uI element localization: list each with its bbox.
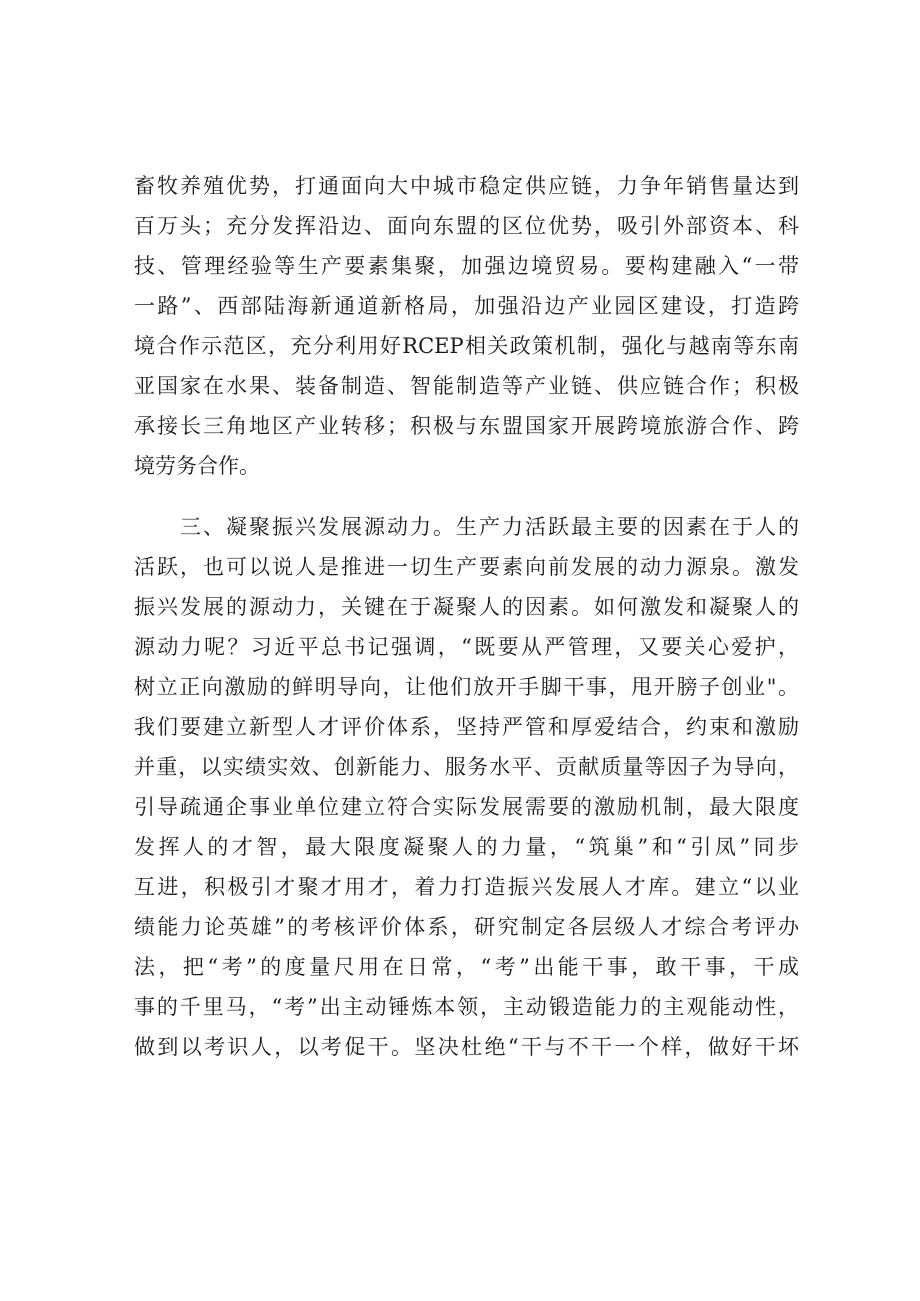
paragraph-1-line-7: 承接长三角地区产业转移；积极与东盟国家开展跨境旅游合作、跨 xyxy=(134,414,799,438)
paragraph-2-line-7: 并重，以实绩实效、创新能力、服务水平、贡献质量等因子为导向， xyxy=(134,755,799,779)
paragraph-2-line-8: 引导疏通企事业单位建立符合实际发展需要的激励机制，最大限度 xyxy=(134,795,799,819)
paragraph-2-line-14: 做到以考识人，以考促干。坚决杜绝“干与不干一个样，做好干坏 xyxy=(134,1035,799,1059)
paragraph-1-line-5: 境合作示范区，充分利用好RCEP相关政策机制，强化与越南等东南 xyxy=(134,334,799,358)
paragraph-2-line-6: 我们要建立新型人才评价体系，坚持严管和厚爱结合，约束和激励 xyxy=(134,715,799,739)
paragraph-2 xyxy=(134,507,799,1067)
paragraph-1-line-8: 境劳务合作。 xyxy=(134,454,260,478)
paragraph-2-line-13: 事的千里马，“考”出主动锤炼本领，主动锻造能力的主观能动性， xyxy=(134,995,799,1019)
paragraph-1 xyxy=(134,166,799,486)
paragraph-2-line-2: 活跃，也可以说人是推进一切生产要素向前发展的动力源泉。激发 xyxy=(134,555,799,579)
paragraph-2-line-9: 发挥人的才智，最大限度凝聚人的力量，“筑巢”和“引凤”同步 xyxy=(134,835,799,859)
paragraph-2-line-10: 互进，积极引才聚才用才，着力打造振兴发展人才库。建立“以业 xyxy=(134,875,799,899)
paragraph-2-line-3: 振兴发展的源动力，关键在于凝聚人的因素。如何激发和凝聚人的 xyxy=(134,595,799,619)
paragraph-2-line-1: 三、凝聚振兴发展源动力。生产力活跃最主要的因素在于人的 xyxy=(134,515,799,539)
paragraph-1-line-1: 畜牧养殖优势，打通面向大中城市稳定供应链，力争年销售量达到 xyxy=(134,174,799,198)
paragraph-1-line-4: 一路”、西部陆海新通道新格局，加强沿边产业园区建设，打造跨 xyxy=(134,294,799,318)
paragraph-1-line-6: 亚国家在水果、装备制造、智能制造等产业链、供应链合作；积极 xyxy=(134,374,799,398)
paragraph-2-line-12: 法，把“考”的度量尺用在日常，“考”出能干事，敢干事，干成 xyxy=(134,955,799,979)
paragraph-2-line-5: 树立正向激励的鲜明导向，让他们放开手脚干事，甩开膀子创业"。 xyxy=(134,675,799,699)
paragraph-1-line-3: 技、管理经验等生产要素集聚，加强边境贸易。要构建融入“一带 xyxy=(134,254,799,278)
paragraph-1-line-2: 百万头；充分发挥沿边、面向东盟的区位优势，吸引外部资本、科 xyxy=(134,214,799,238)
paragraph-2-line-11: 绩能力论英雄”的考核评价体系，研究制定各层级人才综合考评办 xyxy=(134,915,799,939)
paragraph-2-line-4: 源动力呢？习近平总书记强调，“既要从严管理，又要关心爱护， xyxy=(134,635,799,659)
